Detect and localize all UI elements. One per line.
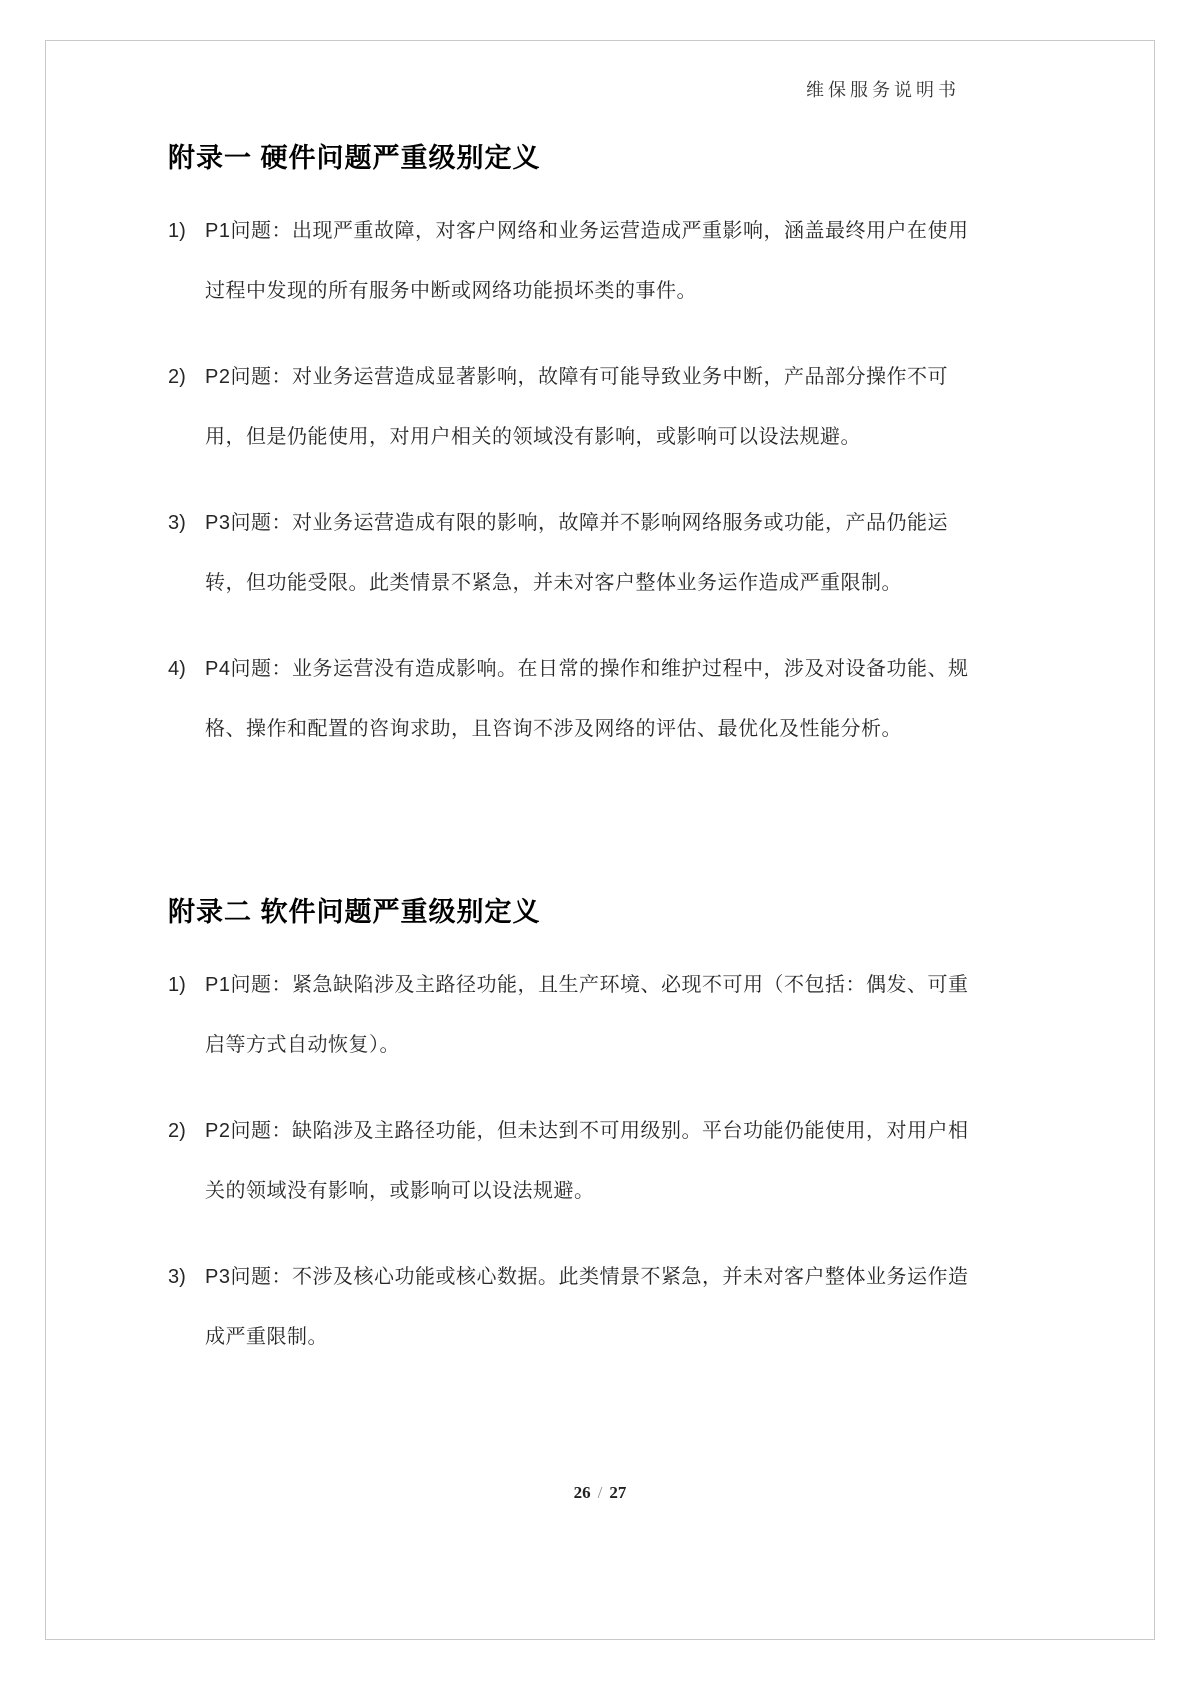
appendix-1-list [168,201,968,759]
list-item-line: 成严重限制。 [205,1326,328,1348]
list-item-text [205,347,968,467]
list-item-line: P3问题：不涉及核心功能或核心数据。此类情景不紧急，并未对客户整体业务运作造 [205,1266,969,1288]
list-item [168,201,968,321]
list-item-line: P3问题：对业务运营造成有限的影响，故障并不影响网络服务或功能，产品仍能运 [205,512,948,534]
list-item-text [205,493,968,613]
list-item-line: P4问题：业务运营没有造成影响。在日常的操作和维护过程中，涉及对设备功能、规 [205,658,969,680]
list-item [168,1101,968,1221]
list-item-line: P1问题：出现严重故障，对客户网络和业务运营造成严重影响，涵盖最终用户在使用 [205,220,969,242]
list-item [168,639,968,759]
list-item-line: 转，但功能受限。此类情景不紧急，并未对客户整体业务运作造成严重限制。 [205,572,902,594]
list-item-number: 2) [168,1120,186,1142]
list-item-number: 3) [168,512,186,534]
appendix-1-heading: 附录一 硬件问题严重级别定义 [168,143,541,173]
list-item-line: P2问题：对业务运营造成显著影响，故障有可能导致业务中断，产品部分操作不可 [205,366,948,388]
page-number-separator: / [597,1483,603,1502]
list-item-line: 过程中发现的所有服务中断或网络功能损坏类的事件。 [205,280,697,302]
list-item [168,1247,968,1367]
list-item-text [205,1247,968,1367]
current-page-number: 26 [573,1483,591,1502]
list-item-number: 3) [168,1266,186,1288]
list-item-number: 1) [168,220,186,242]
list-item-line: P2问题：缺陷涉及主路径功能，但未达到不可用级别。平台功能仍能使用，对用户相 [205,1120,969,1142]
list-item-line: 格、操作和配置的咨询求助，且咨询不涉及网络的评估、最优化及性能分析。 [205,718,902,740]
list-item-text [205,201,968,321]
list-item [168,955,968,1075]
appendix-2-heading: 附录二 软件问题严重级别定义 [168,897,541,927]
list-item-line: 用，但是仍能使用，对用户相关的领域没有影响，或影响可以设法规避。 [205,426,861,448]
list-item-number: 2) [168,366,186,388]
list-item-text [205,955,968,1075]
list-item-line: 启等方式自动恢复）。 [205,1034,400,1056]
page-number-footer [0,1483,1200,1503]
document-header-title: 维保服务说明书 [806,80,960,100]
list-item-line: 关的领域没有影响，或影响可以设法规避。 [205,1180,595,1202]
appendix-2-list [168,955,968,1367]
list-item-text [205,1101,968,1221]
list-item-number: 4) [168,658,186,680]
list-item-number: 1) [168,974,186,996]
document-content [168,0,968,1367]
list-item-text [205,639,968,759]
list-item [168,347,968,467]
list-item-line: P1问题：紧急缺陷涉及主路径功能，且生产环境、必现不可用（不包括：偶发、可重 [205,974,969,996]
list-item [168,493,968,613]
total-page-number: 27 [609,1483,627,1502]
